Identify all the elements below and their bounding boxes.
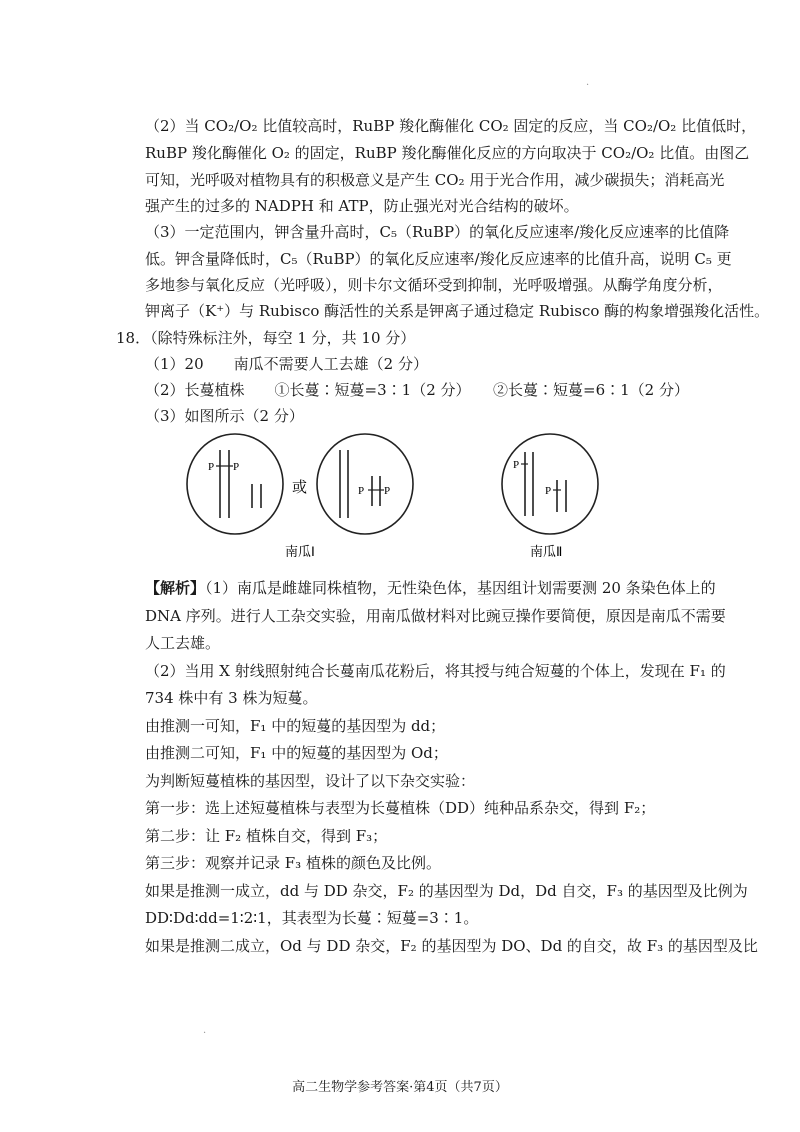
analysis-line-10: 第二步：让 F₂ 植株自交，得到 F₃； [145,827,388,845]
gene-p-label: P [513,459,520,471]
analysis-line-5: 734 株中有 3 株为短蔓。 [145,689,318,707]
q18-answer-2: （2）长蔓植株 ①长蔓∶短蔓=3∶1（2 分） ②长蔓∶短蔓=6∶1（2 分） [145,381,689,399]
p3-line-4: 钾离子（K⁺）与 Rubisco 酶活性的关系是钾离子通过稳定 Rubisco 酶的构象增强羧化活性。 [145,302,770,320]
cell-circle-2 [317,434,413,534]
analysis-line-14: 如果是推测二成立，Od 与 DD 杂交，F₂ 的基因型为 DO、Dd 的自交，故 F₃ 的基因型及比 [145,937,758,955]
analysis-line-7: 由推测二可知，F₁ 中的短蔓的基因型为 Od； [145,744,448,762]
p3-line-3: 多地参与氧化反应（光呼吸），则卡尔文循环受到抑制，光呼吸增强。从酶学角度分析， [145,276,723,294]
analysis-line-4: （2）当用 X 射线照射纯合长蔓南瓜花粉后，将其授与纯合短蔓的个体上，发现在 F₁ 的 [145,662,726,680]
q18-answer-1: （1）20 南瓜不需要人工去雄（2 分） [145,355,428,373]
analysis-tag: 【解析】 [145,579,206,597]
analysis-line-6: 由推测一可知，F₁ 中的短蔓的基因型为 dd； [145,717,446,735]
or-label: 或 [292,480,308,496]
p2-line-1: （2）当 CO₂/O₂ 比值较高时，RuBP 羧化酶催化 CO₂ 固定的反应，当 CO₂/O₂ 比值低时， [145,117,757,135]
analysis-line-9: 第一步：选上述短蔓植株与表型为长蔓植株（DD）纯种品系杂交，得到 F₂； [145,799,656,817]
gene-p-label: P [358,485,365,497]
gene-p-label: P [233,461,240,473]
scan-dot: · [203,1028,207,1039]
gene-p-label: P [208,461,215,473]
analysis-text-1: （1）南瓜是雌雄同株植物，无性染色体，基因组计划需要测 20 条染色体上的 [205,579,716,597]
gene-p-label: P [384,485,391,497]
page-footer: 高二生物学参考答案·第4页（共7页） [292,1080,508,1095]
cell-circle-1 [187,434,283,534]
p2-line-3: 可知，光呼吸对植物具有的积极意义是产生 CO₂ 用于光合作用，减少碳损失；消耗高光 [145,171,725,189]
analysis-line-12: 如果是推测一成立，dd 与 DD 杂交，F₂ 的基因型为 Dd，Dd 自交，F₃ 的基因型及比例为 [145,882,748,900]
analysis-line-13: DD∶Dd∶dd=1∶2∶1，其表型为长蔓∶短蔓=3∶1。 [145,909,479,927]
p2-line-2: RuBP 羧化酶催化 O₂ 的固定，RuBP 羧化酶催化反应的方向取决于 CO₂/O₂ 比值。由图乙 [145,144,750,162]
p3-line-2: 低。钾含量降低时，C₅（RuBP）的氧化反应速率/羧化反应速率的比值升高，说明 C₅ 更 [145,250,732,268]
caption-pumpkin-1: 南瓜Ⅰ [285,544,315,559]
caption-pumpkin-2: 南瓜Ⅱ [530,544,563,559]
analysis-line-2: DNA 序列。进行人工杂交实验，用南瓜做材料对比豌豆操作要简便，原因是南瓜不需要 [145,607,726,625]
chromosome-figure [180,432,620,562]
gene-p-label: P [545,485,552,497]
p2-line-4: 强产生的过多的 NADPH 和 ATP，防止强光对光合结构的破坏。 [145,197,579,215]
cell-circle-3 [502,434,598,534]
analysis-line-8: 为判断短蔓植株的基因型，设计了以下杂交实验： [145,772,476,790]
q18-answer-3: （3）如图所示（2 分） [145,407,304,425]
scan-dot: · [586,80,590,91]
p3-line-1: （3）一定范围内，钾含量升高时，C₅（RuBP）的氧化反应速率/羧化反应速率的比值降 [145,223,730,241]
analysis-line-3: 人工去雄。 [145,634,221,652]
q18-header: 18．（除特殊标注外，每空 1 分，共 10 分） [116,329,416,347]
analysis-line-1 [145,578,716,598]
analysis-line-11: 第三步：观察并记录 F₃ 植株的颜色及比例。 [145,854,441,872]
